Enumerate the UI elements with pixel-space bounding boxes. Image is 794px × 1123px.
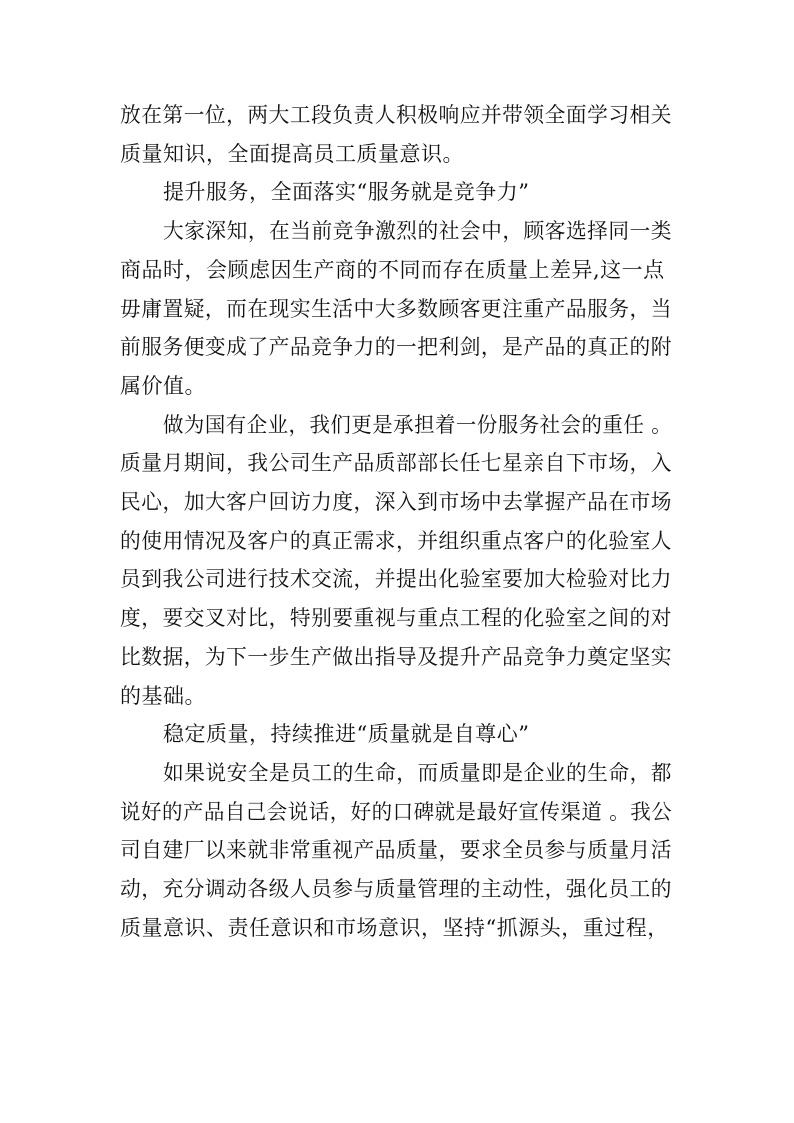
paragraph-line: 司自建厂以来就非常重视产品质量，要求全员参与质量月活 bbox=[120, 838, 673, 863]
paragraph-line: 质量知识，全面提高员工质量意识。 bbox=[120, 141, 464, 166]
paragraph-first-line: 大家深知，在当前竞争激烈的社会中，顾客选择同一类 bbox=[163, 219, 672, 244]
paragraph-first-line: 如果说安全是员工的生命，而质量即是企业的生命，都 bbox=[163, 760, 672, 785]
paragraph-first-line: 提升服务，全面落实“服务就是竞争力” bbox=[163, 180, 530, 205]
paragraph-first-line: 稳定质量，持续推进“质量就是自尊心” bbox=[163, 722, 530, 747]
paragraph-line: 质量意识、责任意识和市场意识，坚持“抓源头，重过程， bbox=[120, 915, 669, 940]
paragraph-line: 前服务便变成了产品竞争力的一把利剑，是产品的真正的附 bbox=[120, 335, 673, 360]
paragraph-line: 民心，加大客户回访力度，深入到市场中去掌握产品在市场 bbox=[120, 490, 673, 514]
paragraph-line: 说好的产品自己会说话，好的口碑就是最好宣传渠道 。我公 bbox=[120, 799, 673, 824]
paragraph-line: 属价值。 bbox=[120, 373, 206, 398]
paragraph-line: 动，充分调动各级人员参与质量管理的主动性，强化员工的 bbox=[120, 877, 673, 901]
paragraph-line: 放在第一位，两大工段负责人积极响应并带领全面学习相关 bbox=[120, 103, 673, 127]
paragraph-line: 员到我公司进行技术交流，并提出化验室要加大检验对比力 bbox=[120, 567, 673, 592]
paragraph-line: 比数据，为下一步生产做出指导及提升产品竞争力奠定坚实 bbox=[120, 644, 673, 669]
paragraph-line: 商品时，会顾虑因生产商的不同而存在质量上差异,这一点 bbox=[120, 257, 665, 282]
paragraph-line: 的基础。 bbox=[120, 683, 206, 708]
paragraph-line: 度，要交叉对比，特别要重视与重点工程的化验室之间的对 bbox=[120, 606, 673, 631]
paragraph-line: 毋庸置疑，而在现实生活中大多数顾客更注重产品服务，当 bbox=[120, 296, 673, 321]
paragraph-line: 质量月期间，我公司生产品质部部长任七星亲自下市场，入 bbox=[120, 451, 673, 476]
paragraph-first-line: 做为国有企业，我们更是承担着一份服务社会的重任 。 bbox=[163, 412, 673, 437]
paragraph-line: 的使用情况及客户的真正需求，并组织重点客户的化验室人 bbox=[120, 528, 673, 553]
